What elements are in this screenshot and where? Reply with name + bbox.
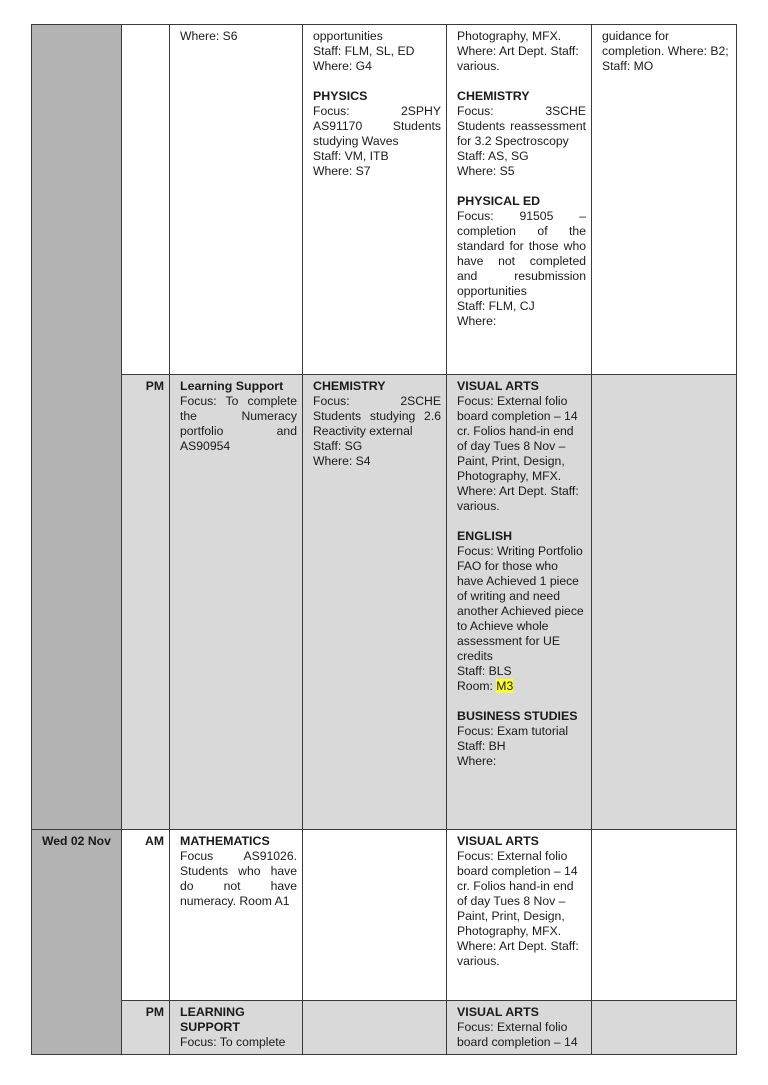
learning-support-block [180, 1005, 297, 1050]
day-cell: Wed 02 Nov [32, 830, 122, 1055]
learning-support-cell [170, 1001, 303, 1055]
subject-cell-4 [592, 375, 737, 830]
where-line: Where: Art Dept. Staff: various. [457, 44, 579, 73]
focus-text: Focus: Writing Portfolio FAO for those who have Achieved 1 piece of writing and need another Achieved piece to Achieve whole assessment for UE credits [457, 544, 584, 663]
subject-heading: VISUAL ARTS [457, 379, 539, 393]
room-value-highlighted: M3 [496, 679, 514, 693]
subject-cell-4 [592, 830, 737, 1001]
where-line: Where: S6 [180, 29, 238, 43]
mathematics-block [180, 834, 297, 909]
learning-support-cell [170, 830, 303, 1001]
subject-heading: CHEMISTRY [313, 379, 386, 393]
chemistry-block [457, 89, 586, 179]
subject-cell-3 [447, 375, 592, 830]
entry-block [313, 29, 441, 74]
schedule-row-wed-am [32, 830, 737, 1001]
physical-ed-block [457, 194, 586, 329]
subject-heading: MATHEMATICS [180, 834, 270, 848]
subject-cell-2 [303, 25, 447, 375]
session-cell: PM [122, 1001, 170, 1055]
visual-arts-block [457, 1005, 586, 1050]
subject-heading: Learning Support [180, 379, 284, 393]
subject-cell-3 [447, 1001, 592, 1055]
session-cell: PM [122, 375, 170, 830]
focus-text: Focus: 2SPHY AS91170 Students studying Waves [313, 104, 441, 148]
staff-line: Staff: BH [457, 739, 506, 753]
room-label: Room: [457, 679, 497, 693]
physics-block [313, 89, 441, 179]
subject-cell-3 [447, 830, 592, 1001]
subject-heading: VISUAL ARTS [457, 1005, 539, 1019]
staff-line: Staff: FLM, SL, ED [313, 44, 415, 58]
subject-cell-4 [592, 1001, 737, 1055]
subject-heading: PHYSICS [313, 89, 368, 103]
where-line: Where: [457, 314, 497, 328]
learning-support-cell [170, 25, 303, 375]
subject-heading: CHEMISTRY [457, 89, 530, 103]
schedule-row-wed-pm [32, 1001, 737, 1055]
schedule-table [31, 24, 737, 1055]
learning-support-block [180, 379, 297, 454]
subject-heading: LEARNING SUPPORT [180, 1005, 245, 1034]
focus-text: Focus: External folio board completion – 14 [457, 1020, 578, 1049]
subject-heading: VISUAL ARTS [457, 834, 539, 848]
session-cell [122, 25, 170, 375]
focus-text: Focus AS91026. Students who have do not have numeracy. Room A1 [180, 849, 297, 908]
schedule-row-tue-pm [32, 375, 737, 830]
focus-text: Focus: External folio board completion – 14 cr. Folios hand-in end of day Tues 8 Nov – Paint, Print, Design, Photography, MFX. Where: Art Dept. Staff: various. [457, 394, 579, 513]
text-line: guidance for completion. Where: B2; Staff: MO [602, 29, 729, 73]
subject-heading: ENGLISH [457, 529, 513, 543]
where-line: Where: S4 [313, 454, 371, 468]
entry-block [602, 29, 731, 74]
focus-text: Focus: To complete [180, 1035, 286, 1049]
focus-text: Focus: To complete the Numeracy portfolio and AS90954 [180, 394, 297, 453]
subject-cell-3 [447, 25, 592, 375]
focus-text: Focus: 91505 – completion of the standard for those who have not completed and resubmission opportunities [457, 209, 586, 298]
day-cell [32, 25, 122, 830]
chemistry-block [313, 379, 441, 469]
focus-text: Focus: 2SCHE Students studying 2.6 Reactivity external [313, 394, 441, 438]
subject-cell-4 [592, 25, 737, 375]
focus-text: Focus: External folio board completion – 14 cr. Folios hand-in end of day Tues 8 Nov – Paint, Print, Design, Photography, MFX. Where: Art Dept. Staff: various. [457, 849, 579, 968]
learning-support-cell [170, 375, 303, 830]
english-block [457, 529, 586, 694]
where-line: Where: S7 [313, 164, 371, 178]
subject-heading: PHYSICAL ED [457, 194, 541, 208]
schedule-row-tue-am-cont [32, 25, 737, 375]
staff-line: Staff: FLM, CJ [457, 299, 535, 313]
subject-cell-2 [303, 375, 447, 830]
staff-line: Staff: SG [313, 439, 363, 453]
focus-text: Focus: 3SCHE Students reassessment for 3.2 Spectroscopy [457, 104, 586, 148]
staff-line: Staff: VM, ITB [313, 149, 389, 163]
text-line: opportunities [313, 29, 383, 43]
staff-line: Staff: AS, SG [457, 149, 529, 163]
subject-heading: BUSINESS STUDIES [457, 709, 578, 723]
entry-block [457, 29, 586, 74]
subject-cell-2 [303, 1001, 447, 1055]
focus-text: Focus: Exam tutorial [457, 724, 569, 738]
business-studies-block [457, 709, 586, 769]
text-line: Photography, MFX. [457, 29, 562, 43]
subject-cell-2 [303, 830, 447, 1001]
where-line: Where: S5 [457, 164, 515, 178]
session-cell: AM [122, 830, 170, 1001]
staff-line: Staff: BLS [457, 664, 512, 678]
room-line [457, 679, 586, 694]
visual-arts-block [457, 834, 586, 969]
where-line: Where: G4 [313, 59, 372, 73]
entry-block [180, 29, 297, 44]
where-line: Where: [457, 754, 497, 768]
visual-arts-block [457, 379, 586, 514]
